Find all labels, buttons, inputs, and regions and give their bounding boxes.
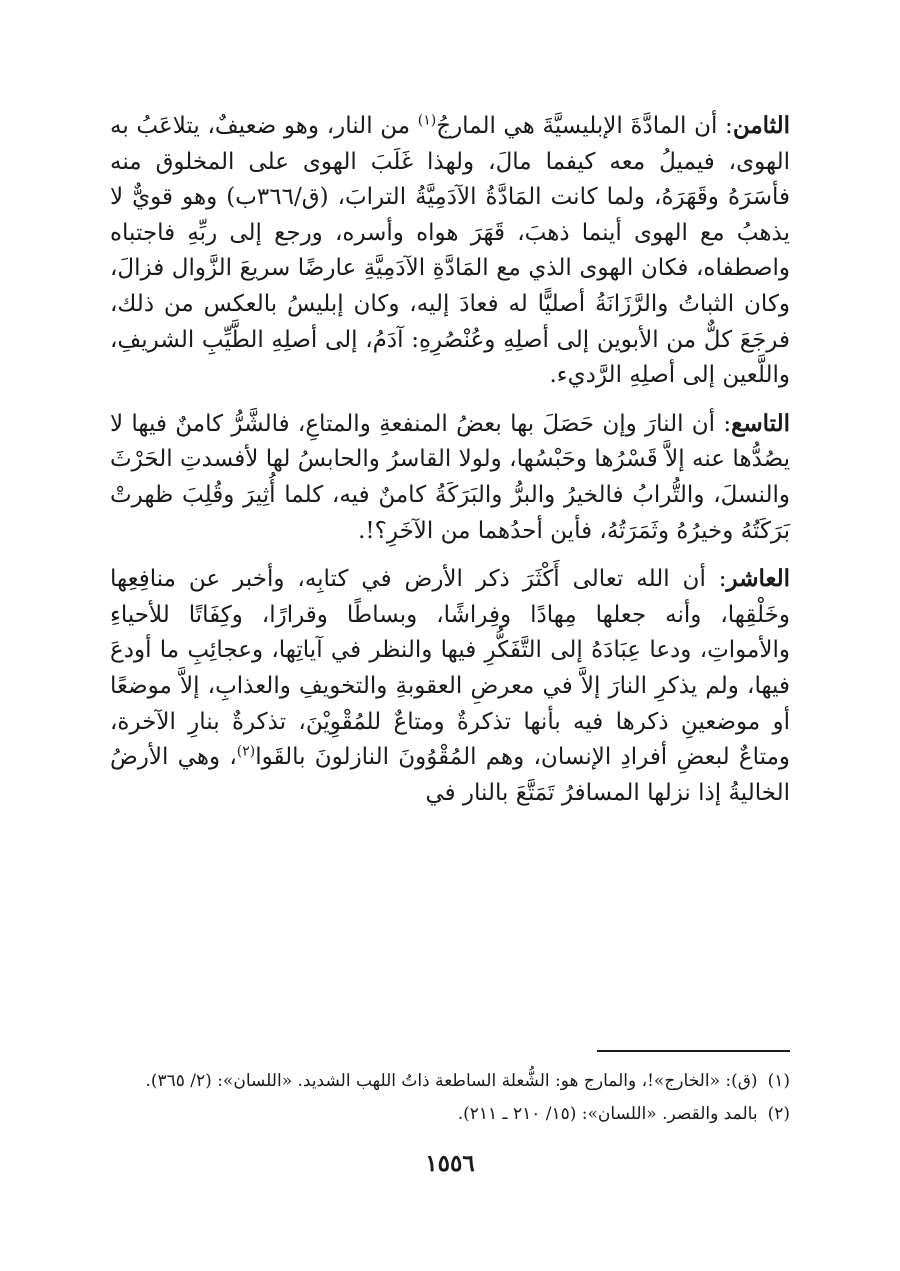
footnote-text: (ق): «الخارج»!، والمارج هو: الشُّعلة الساطعة ذاتُ اللهب الشديد. «اللسان»: (٢/ ٣٦٥). (145, 1071, 758, 1091)
footnote-1 (110, 1068, 790, 1095)
paragraph-eighth (110, 108, 790, 394)
paragraph-lead: العاشر (726, 565, 790, 593)
paragraph-text: من النار، وهو ضعيفٌ، يتلاعَبُ به الهوى، فيميلُ معه كيفما مالَ، ولهذا غَلَبَ الهوى على المخلوق منه فأسَرَهُ وقَهَرَهُ، ولما كانت المَادَّةُ الآدَمِيَّةُ الترابَ، (ق/٣٦٦ب) وهو قويٌّ لا يذهبُ مع الهوى أينما ذهبَ، قَهَرَ هواه وأسره، ورجع إلى ربِّهِ فاجتباه واصطفاه، فكان الهوى الذي مع المَادَّةِ الآدَمِيَّةِ عارضًا سريعَ الزَّوال فزالَ، وكان الثباتُ والرَّزَانَةُ أصليًّا له فعادَ إليه، وكان إبليسُ بالعكس من ذلك، فرجَعَ كلٌّ من الأبوين إلى أصلِهِ وعُنْصُرِهِ: آدَمُ، إلى أصلِهِ الطَّيِّبِ الشريفِ، واللَّعين إلى أصلِهِ الرَّديء. (110, 113, 790, 389)
page-number: ١٥٥٦ (425, 1150, 475, 1177)
paragraph-text: : أن المادَّةَ الإبليسيَّةَ هي المارجُ (436, 113, 733, 139)
paragraph-tenth (110, 561, 790, 811)
page-body (110, 108, 790, 811)
footnotes (110, 1068, 790, 1128)
paragraph-lead: التاسع (731, 409, 790, 437)
paragraph-text: : أن الله تعالى أَكْثَرَ ذكر الأرض في كتابِه، وأخبر عن منافِعِها وخَلْقِها، وأنه جعلها مِهادًا وفِراشًا، وبساطًا وقرارًا، وكِفَاتًا للأحياءِ والأمواتِ، ودعا عِبَادَهُ إلى التَّفَكُّرِ فيها والنظر في آياتِها، وعجائِبِ ما أودعَ فيها، ولم يذكرِ النارَ إلاَّ في معرضِ العقوبةِ والتخويفِ والعذابِ، إلاَّ موضعًا أو موضعينِ ذكرها فيه بأنها تذكرةٌ ومتاعٌ للمُقْوِيْنَ، تذكرةٌ بنارِ الآخرة، ومتاعٌ لبعضِ أفرادِ الإنسان، وهم المُقْوُونَ النازلونَ بالقَوا (110, 566, 791, 771)
footnote-divider (597, 1050, 790, 1052)
footnote-2 (110, 1101, 790, 1128)
paragraph-text: : أن النارَ وإن حَصَلَ بها بعضُ المنفعةِ والمتاعِ، فالشَّرُّ كامنٌ فيها لا يصُدُّها عنه إلاَّ قَسْرُها وحَبْسُها، ولولا القاسرُ والحابسُ لها لأفسدتِ الحَرْثَ والنسلَ، والتُّرابُ فالخيرُ والبرُّ والبَرَكَةُ كامنٌ فيه، كلما أُثِيرَ وقُلِبَ ظهرتْ بَرَكَتُهُ وخيرُهُ وثَمَرَتُهُ، فأين أحدُهما من الآخَرِ؟!. (110, 410, 790, 544)
paragraph-lead: الثامن (732, 112, 790, 139)
footnote-reference[interactable]: (١) (417, 112, 437, 129)
footnote-number: (٢) (767, 1104, 790, 1124)
footnote-text: بالمد والقصر. «اللسان»: (١٥/ ٢١٠ ـ ٢١١). (457, 1104, 758, 1124)
paragraph-text: ، وهي الأرضُ الخاليةُ إذا نزلها المسافرُ تَمَتَّعَ بالنار في (110, 744, 790, 806)
footnote-reference[interactable]: (٢) (236, 743, 256, 760)
footnote-number: (١) (767, 1071, 790, 1091)
paragraph-ninth (110, 406, 790, 549)
